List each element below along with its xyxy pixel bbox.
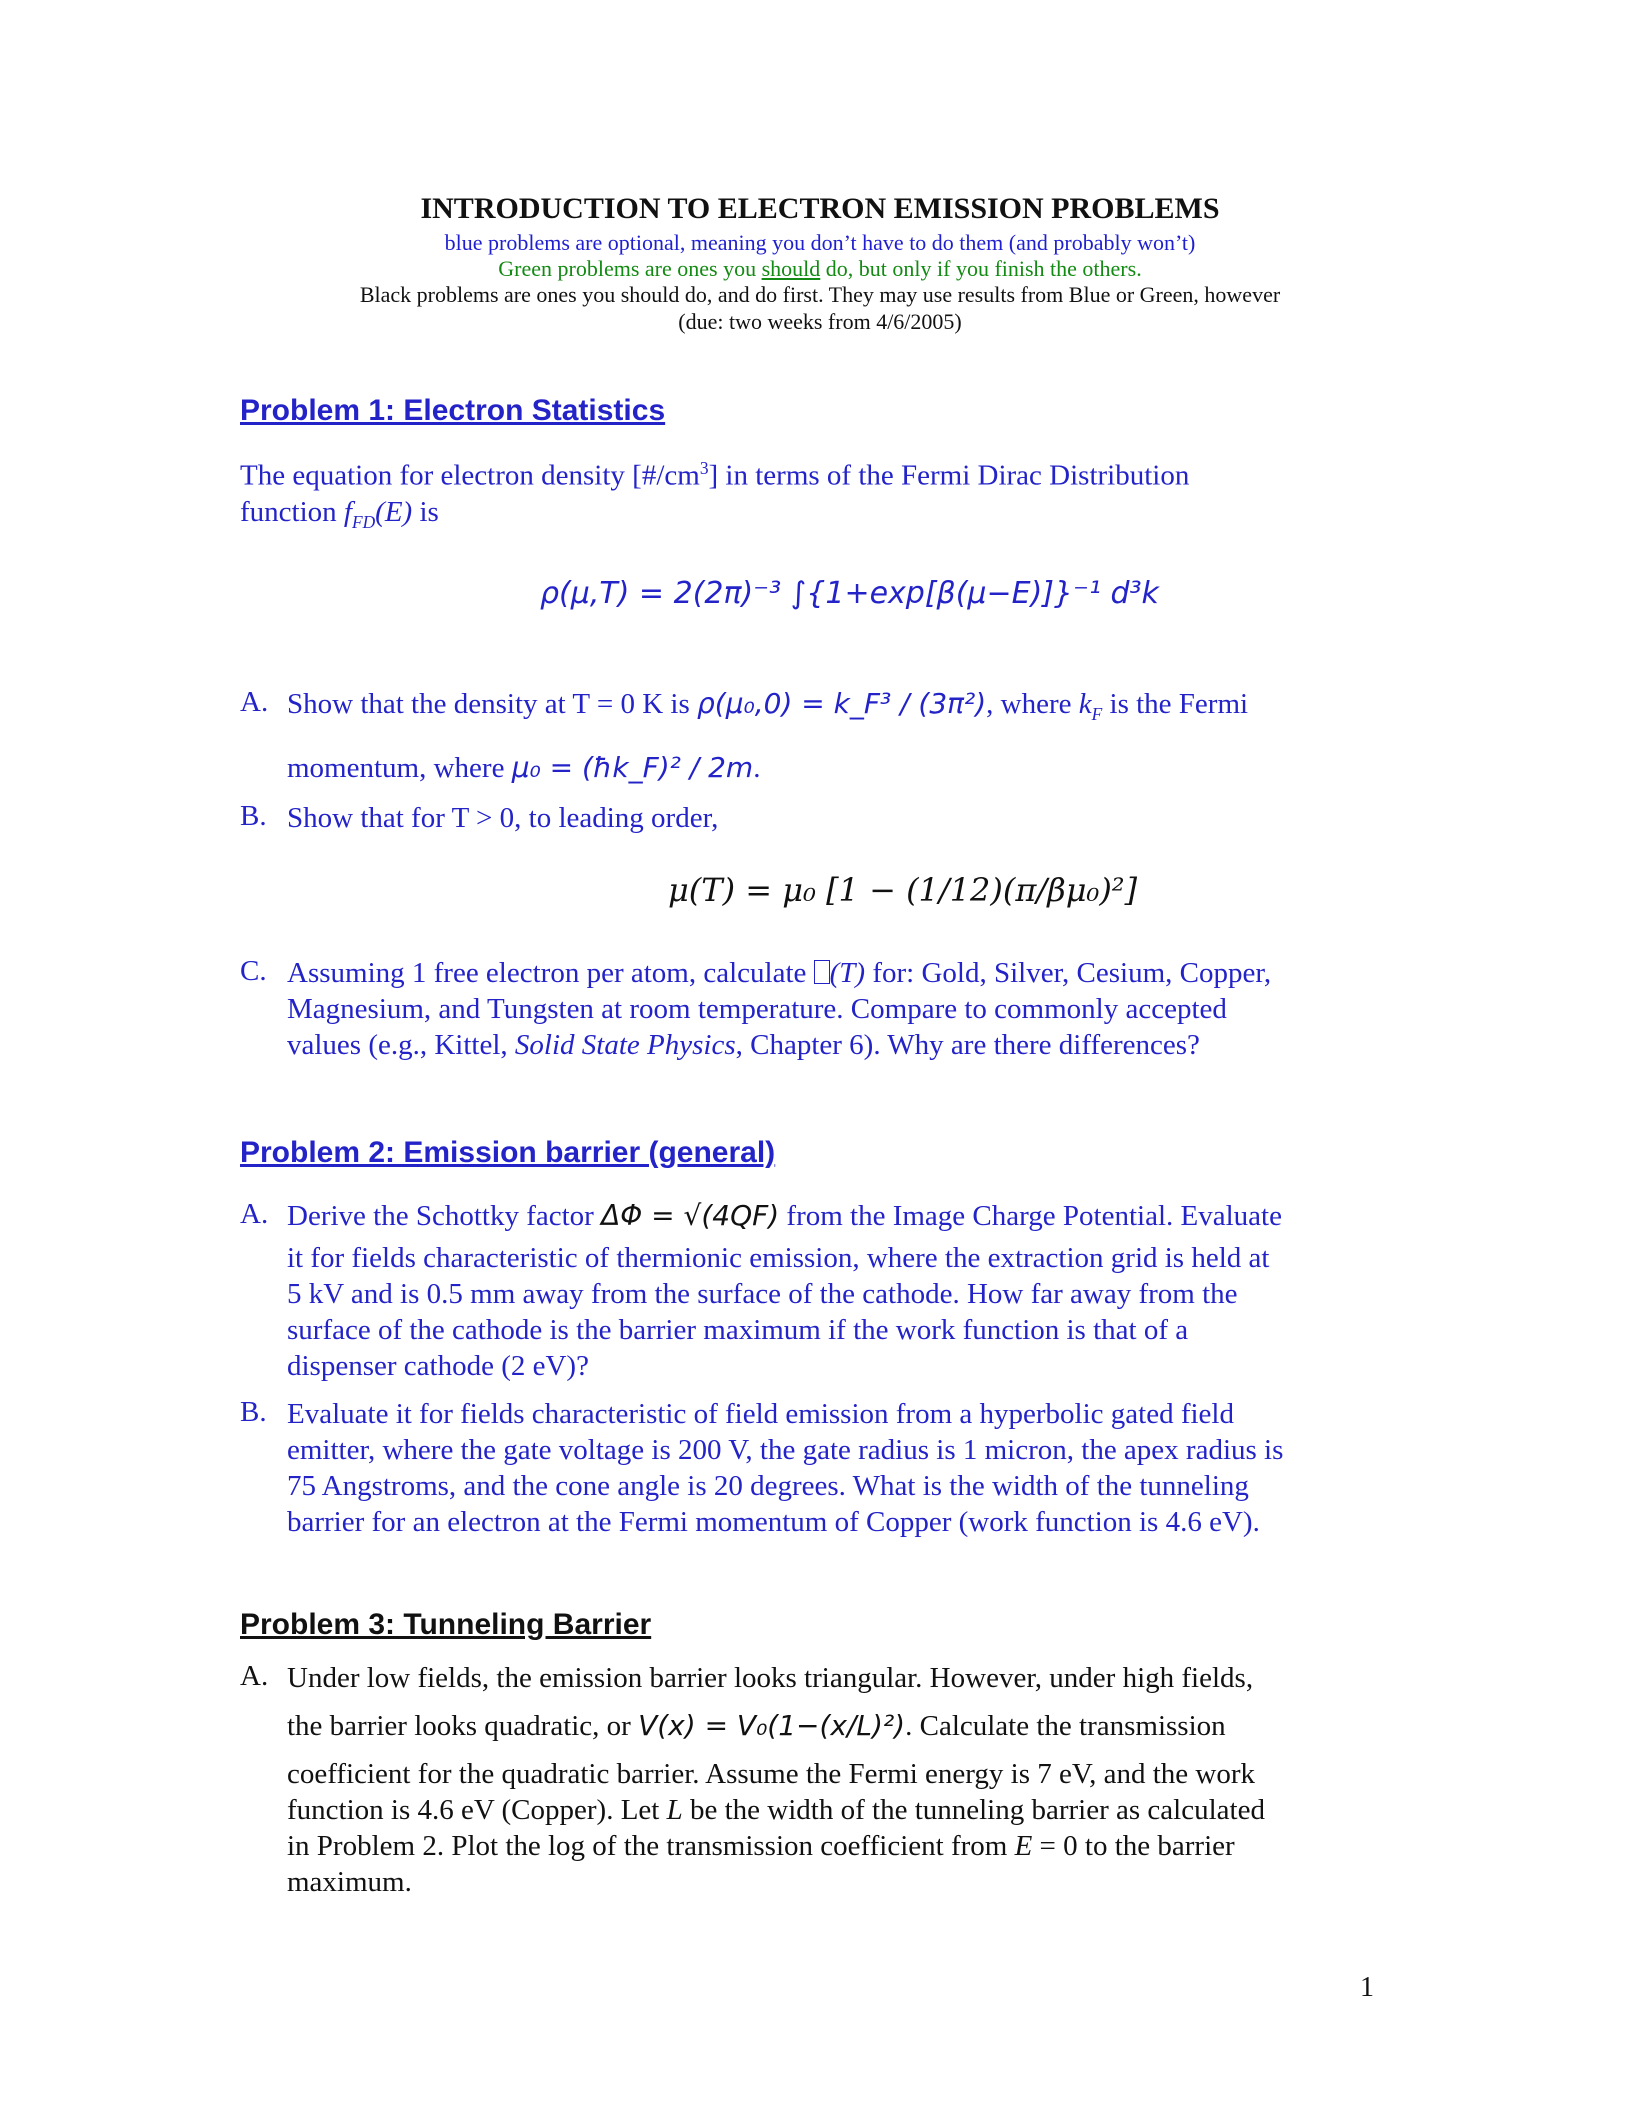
p1-c-text: Assuming 1 free electron per atom, calculate (T) for: Gold, Silver, Cesium, Copper, Magnesium, and Tungsten at room temperature. Compare to commonly accepted values (e.g., Kittel, Solid State Physics, Chapter 6). Why are there differences? bbox=[287, 957, 1272, 1061]
p1-a-marker: A. bbox=[240, 686, 269, 718]
p1-c-marker: C. bbox=[240, 955, 267, 987]
p1-b-marker: B. bbox=[240, 800, 267, 832]
p1-b-text: Show that for T > 0, to leading order, bbox=[287, 802, 719, 834]
mu-equation: μ(T) = μ₀ [1 − (1/12)(π/βμ₀)²] bbox=[668, 871, 1138, 909]
p3-a-marker: A. bbox=[240, 1660, 269, 1692]
p2-a-text: Derive the Schottky factor ΔΦ = √(4QF) from the Image Charge Potential. Evaluate it for fields characteristic of thermionic emission, where the extraction grid is held at 5 kV and is 0.5 mm away from the surface of the cathode. How far away from the surface of the cathode is the barrier maximum if the work function is that of a dispenser cathode (2 eV)? bbox=[287, 1199, 1282, 1382]
p2-b-text: Evaluate it for fields characteristic of field emission from a hyperbolic gated field emitter, where the gate voltage is 200 V, the gate radius is 1 micron, the apex radius is 75 Angstroms, and the cone angle is 20 degrees. What is the width of the tunneling barrier for an electron at the Fermi momentum of Copper (work function is 4.6 eV). bbox=[287, 1398, 1284, 1538]
p1-a-line2: momentum, where μ₀ = (ħk_F)² / 2m. bbox=[287, 751, 761, 784]
problem3-heading: Problem 3: Tunneling Barrier bbox=[240, 1608, 652, 1641]
p3-a-text: Under low fields, the emission barrier looks triangular. However, under high fields, the barrier looks quadratic, or V(x) = V₀(1−(x/L)²). Calculate the transmission coefficient for the quadratic barrier. Assume the Fermi energy is 7 eV, and the work function is 4.6 eV (Copper). Let L be the width of the tunneling barrier as calculated in Problem 2. Plot the log of the transmission coefficient from E = 0 to the barrier maximum. bbox=[287, 1662, 1265, 1898]
due-date: (due: two weeks from 4/6/2005) bbox=[678, 309, 962, 334]
problem1-heading: Problem 1: Electron Statistics bbox=[240, 394, 666, 427]
document-title: INTRODUCTION TO ELECTRON EMISSION PROBLEMS bbox=[420, 192, 1220, 225]
blue-note: blue problems are optional, meaning you don’t have to do them (and probably won’t) bbox=[444, 230, 1196, 255]
problem1-intro: The equation for electron density $[\#/cm^3]$ in terms of the Fermi Dirac Distribution function $f_{FD}(E)$ is bbox=[240, 458, 1190, 532]
p1-a-line1: Show that the density at T = 0 K is ρ(μ₀,0) = k_F³ / (3π²), where $k_F$ is the Fermi bbox=[287, 687, 1249, 724]
page-number: 1 bbox=[1360, 1972, 1374, 2003]
p2-a-marker: A. bbox=[240, 1198, 269, 1230]
green-note: Green problems are ones you should do, but only if you finish the others. bbox=[498, 256, 1142, 281]
black-note: Black problems are ones you should do, and do first. They may use results from Blue or Green, however bbox=[359, 282, 1281, 307]
p2-b-marker: B. bbox=[240, 1396, 267, 1428]
density-equation: ρ(μ,T) = 2(2π)⁻³ ∫{1+exp[β(μ−E)]}⁻¹ d³k bbox=[540, 576, 1159, 611]
missing-glyph-box bbox=[814, 960, 830, 984]
problem2-heading: Problem 2: Emission barrier (general) bbox=[240, 1136, 776, 1169]
